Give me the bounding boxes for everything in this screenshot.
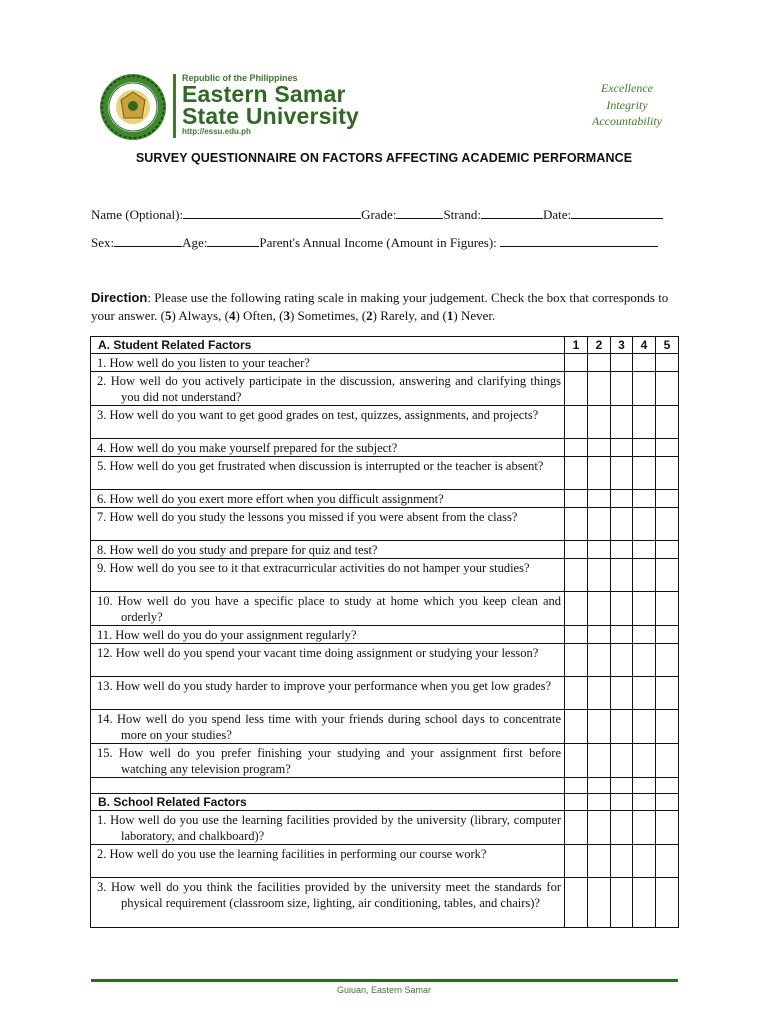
rating-box-1[interactable]	[565, 490, 588, 508]
section-a-question-9	[91, 559, 565, 592]
strand-label: Strand:	[443, 207, 481, 222]
question-text: 15. How well do you prefer finishing your studying and your assignment first before watching any television program?	[97, 746, 561, 776]
university-header	[98, 70, 678, 146]
rating-box-5[interactable]	[656, 457, 679, 490]
rating-box[interactable]	[633, 778, 656, 794]
scale-header-2: 2	[588, 337, 611, 354]
rating-box-3[interactable]	[611, 372, 633, 406]
rating-box-3[interactable]	[611, 644, 633, 677]
rating-box-3[interactable]	[611, 457, 633, 490]
rating-box-5[interactable]	[656, 559, 679, 592]
rating-box-4[interactable]	[633, 592, 656, 626]
section-a-header-row	[91, 337, 679, 354]
question-text: 9. How well do you see to it that extracurricular activities do not hamper your studies?	[97, 561, 530, 575]
rating-box-5[interactable]	[656, 677, 679, 710]
rating-box-5[interactable]	[656, 845, 679, 878]
rating-box-5[interactable]	[656, 710, 679, 744]
table-row	[91, 626, 679, 644]
section-a-question-5	[91, 457, 565, 490]
section-a-question-10	[91, 592, 565, 626]
rating-box-5[interactable]	[656, 354, 679, 372]
rating-box[interactable]	[611, 794, 633, 811]
rating-box-4[interactable]	[633, 744, 656, 778]
motto-integrity: Integrity	[606, 97, 648, 112]
grade-label: Grade:	[361, 207, 397, 222]
scale-3: 3	[283, 308, 290, 323]
table-row	[91, 811, 679, 845]
section-a-question-12	[91, 644, 565, 677]
section-a-question-8	[91, 541, 565, 559]
question-text: 3. How well do you think the facilities provided by the university meet the standards for physical requirement (classroom size, lighting, air conditioning, tables, and chairs)?	[97, 880, 561, 910]
direction-text	[91, 289, 681, 325]
rating-box-4[interactable]	[633, 845, 656, 878]
table-row	[91, 845, 679, 878]
table-row	[91, 644, 679, 677]
rating-box-1[interactable]	[565, 592, 588, 626]
table-row	[91, 457, 679, 490]
rating-box-3[interactable]	[611, 845, 633, 878]
page-title: SURVEY QUESTIONNAIRE ON FACTORS AFFECTING ACADEMIC PERFORMANCE	[135, 151, 633, 165]
rating-box-1[interactable]	[565, 372, 588, 406]
question-text: 11. How well do you do your assignment regularly?	[97, 628, 357, 642]
scale-2: 2	[366, 308, 373, 323]
date-field[interactable]	[571, 206, 663, 219]
rating-box-2[interactable]	[588, 354, 611, 372]
rating-box-4[interactable]	[633, 354, 656, 372]
table-row	[91, 406, 679, 439]
rating-box-2[interactable]	[588, 878, 611, 928]
rating-box-4[interactable]	[633, 490, 656, 508]
section-a-title: A. Student Related Factors	[91, 337, 565, 354]
rating-box-2[interactable]	[588, 541, 611, 559]
question-text: 2. How well do you use the learning facilities in performing our course work?	[97, 847, 487, 861]
rating-box-4[interactable]	[633, 626, 656, 644]
section-a-question-1	[91, 354, 565, 372]
table-row	[91, 878, 679, 928]
table-row	[91, 744, 679, 778]
strand-field[interactable]	[481, 206, 543, 219]
scale-5-text: ) Always, (	[171, 308, 229, 323]
republic-label: Republic of the Philippines	[182, 73, 298, 83]
rating-box-3[interactable]	[611, 626, 633, 644]
rating-box-2[interactable]	[588, 372, 611, 406]
scale-header-4: 4	[633, 337, 656, 354]
rating-box-2[interactable]	[588, 811, 611, 845]
date-label: Date:	[543, 207, 572, 222]
rating-box-2[interactable]	[588, 406, 611, 439]
university-name-block	[182, 73, 359, 137]
rating-box-3[interactable]	[611, 490, 633, 508]
rating-box-5[interactable]	[656, 744, 679, 778]
age-field[interactable]	[207, 234, 259, 247]
section-a-question-13	[91, 677, 565, 710]
section-a-question-15	[91, 744, 565, 778]
rating-box-3[interactable]	[611, 592, 633, 626]
rating-box-2[interactable]	[588, 439, 611, 457]
rating-box-2[interactable]	[588, 592, 611, 626]
rating-box[interactable]	[633, 794, 656, 811]
section-a-question-4	[91, 439, 565, 457]
scale-header-3: 3	[611, 337, 633, 354]
rating-box-1[interactable]	[565, 559, 588, 592]
rating-box-4[interactable]	[633, 372, 656, 406]
section-b-question-2	[91, 845, 565, 878]
motto-accountability: Accountability	[592, 114, 662, 128]
rating-box-4[interactable]	[633, 644, 656, 677]
question-text: 14. How well do you spend less time with your friends during school days to concentrate more on your studies?	[97, 712, 561, 742]
rating-box-1[interactable]	[565, 508, 588, 541]
question-text: 7. How well do you study the lessons you missed if you were absent from the class?	[97, 510, 518, 524]
rating-box-5[interactable]	[656, 541, 679, 559]
rating-box-4[interactable]	[633, 710, 656, 744]
rating-box-5[interactable]	[656, 490, 679, 508]
direction-label: Direction	[91, 290, 148, 305]
blank-cell	[91, 778, 565, 794]
question-text: 8. How well do you study and prepare for quiz and test?	[97, 543, 378, 557]
rating-box-4[interactable]	[633, 439, 656, 457]
rating-box-5[interactable]	[656, 878, 679, 928]
section-a-question-11	[91, 626, 565, 644]
question-text: 6. How well do you exert more effort when you difficult assignment?	[97, 492, 444, 506]
rating-box-1[interactable]	[565, 744, 588, 778]
rating-box-2[interactable]	[588, 457, 611, 490]
rating-box-4[interactable]	[633, 811, 656, 845]
scale-header-1: 1	[565, 337, 588, 354]
scale-5: 5	[165, 308, 172, 323]
rating-box-3[interactable]	[611, 677, 633, 710]
footer-location: Guiuan, Eastern Samar	[336, 985, 432, 995]
rating-box-1[interactable]	[565, 677, 588, 710]
section-b-title: B. School Related Factors	[91, 794, 565, 811]
income-label: Parent's Annual Income (Amount in Figures):	[259, 235, 497, 250]
rating-box-1[interactable]	[565, 644, 588, 677]
rating-box-2[interactable]	[588, 644, 611, 677]
question-text: 5. How well do you get frustrated when discussion is interrupted or the teacher is absent?	[97, 459, 544, 473]
rating-box-1[interactable]	[565, 878, 588, 928]
university-url: http://essu.edu.ph	[182, 127, 251, 136]
sex-label: Sex:	[91, 235, 115, 250]
brand-divider	[173, 74, 176, 138]
section-a-question-14	[91, 710, 565, 744]
rating-box-1[interactable]	[565, 457, 588, 490]
rating-box-2[interactable]	[588, 559, 611, 592]
rating-box-3[interactable]	[611, 811, 633, 845]
university-seal-icon	[98, 72, 168, 142]
section-a-question-3	[91, 406, 565, 439]
rating-box[interactable]	[565, 794, 588, 811]
rating-box-2[interactable]	[588, 677, 611, 710]
rating-box-2[interactable]	[588, 508, 611, 541]
rating-box[interactable]	[588, 794, 611, 811]
direction-body: : Please use the following rating scale in making your judgement. Check the box that corresponds to your answer. (	[91, 290, 669, 323]
question-text: 2. How well do you actively participate in the discussion, answering and clarifying things you did not understand?	[97, 374, 561, 404]
rating-box-1[interactable]	[565, 439, 588, 457]
table-row	[91, 490, 679, 508]
scale-4-text: ) Often, (	[235, 308, 284, 323]
rating-box-2[interactable]	[588, 490, 611, 508]
rating-box-2[interactable]	[588, 845, 611, 878]
scale-4: 4	[228, 308, 236, 323]
rating-box-3[interactable]	[611, 354, 633, 372]
rating-box-4[interactable]	[633, 508, 656, 541]
rating-box-1[interactable]	[565, 845, 588, 878]
name-field[interactable]	[183, 206, 361, 219]
rating-box-1[interactable]	[565, 541, 588, 559]
rating-box-3[interactable]	[611, 508, 633, 541]
rating-box-5[interactable]	[656, 626, 679, 644]
info-line-1	[91, 206, 663, 223]
rating-box-1[interactable]	[565, 626, 588, 644]
rating-box-5[interactable]	[656, 508, 679, 541]
question-text: 13. How well do you study harder to improve your performance when you get low grades?	[97, 679, 552, 693]
section-a-question-7	[91, 508, 565, 541]
university-name-line1: Eastern Samar	[182, 81, 346, 107]
rating-box-1[interactable]	[565, 710, 588, 744]
scale-1: 1	[446, 308, 454, 323]
rating-box-3[interactable]	[611, 406, 633, 439]
rating-box-5[interactable]	[656, 406, 679, 439]
rating-box-1[interactable]	[565, 354, 588, 372]
table-row	[91, 354, 679, 372]
rating-box-4[interactable]	[633, 406, 656, 439]
income-field[interactable]	[500, 234, 658, 247]
rating-box-3[interactable]	[611, 439, 633, 457]
rating-box-4[interactable]	[633, 541, 656, 559]
rating-box-3[interactable]	[611, 559, 633, 592]
university-motto	[592, 80, 662, 130]
scale-header-5: 5	[656, 337, 679, 354]
question-text: 1. How well do you listen to your teacher?	[97, 356, 310, 370]
scale-2-text: ) Rarely, and (	[372, 308, 447, 323]
rating-box-2[interactable]	[588, 710, 611, 744]
question-text: 12. How well do you spend your vacant time doing assignment or studying your lesson?	[97, 646, 539, 660]
rating-box-3[interactable]	[611, 878, 633, 928]
table-row	[91, 372, 679, 406]
university-name-line2: State University	[182, 103, 360, 129]
rating-box-1[interactable]	[565, 811, 588, 845]
question-text: 4. How well do you make yourself prepared for the subject?	[97, 441, 398, 455]
age-label: Age:	[182, 235, 208, 250]
scale-3-text: ) Sometimes, (	[289, 308, 367, 323]
info-line-2	[91, 234, 658, 251]
table-row	[91, 559, 679, 592]
table-row	[91, 677, 679, 710]
rating-box-1[interactable]	[565, 406, 588, 439]
rating-box-2[interactable]	[588, 744, 611, 778]
name-label: Name (Optional):	[91, 207, 184, 222]
rating-box-5[interactable]	[656, 372, 679, 406]
rating-box-2[interactable]	[588, 626, 611, 644]
sex-field[interactable]	[114, 234, 182, 247]
rating-box-4[interactable]	[633, 457, 656, 490]
rating-box-5[interactable]	[656, 592, 679, 626]
rating-box[interactable]	[588, 778, 611, 794]
section-a-question-2	[91, 372, 565, 406]
rating-box[interactable]	[565, 778, 588, 794]
section-b-question-3	[91, 878, 565, 928]
rating-box[interactable]	[611, 778, 633, 794]
question-text: 10. How well do you have a specific place to study at home which you keep clean and orderly?	[97, 594, 561, 624]
rating-box[interactable]	[656, 794, 679, 811]
rating-box[interactable]	[656, 778, 679, 794]
grade-field[interactable]	[396, 206, 443, 219]
rating-box-3[interactable]	[611, 710, 633, 744]
section-a-question-6	[91, 490, 565, 508]
table-row	[91, 508, 679, 541]
question-text: 3. How well do you want to get good grades on test, quizzes, assignments, and projects?	[97, 408, 539, 422]
rating-box-5[interactable]	[656, 644, 679, 677]
rating-box-4[interactable]	[633, 878, 656, 928]
motto-excellence: Excellence	[601, 81, 653, 95]
table-row	[91, 710, 679, 744]
blank-row	[91, 778, 679, 794]
rating-box-3[interactable]	[611, 541, 633, 559]
survey-table	[90, 336, 679, 928]
footer-divider	[91, 979, 678, 982]
table-row	[91, 439, 679, 457]
rating-box-5[interactable]	[656, 811, 679, 845]
rating-box-5[interactable]	[656, 439, 679, 457]
rating-box-4[interactable]	[633, 677, 656, 710]
question-text: 1. How well do you use the learning facilities provided by the university (library, computer laboratory, and chalkboard)?	[97, 813, 561, 843]
table-row	[91, 541, 679, 559]
section-b-header-row	[91, 794, 679, 811]
scale-1-text: ) Never.	[453, 308, 496, 323]
rating-box-4[interactable]	[633, 559, 656, 592]
table-row	[91, 592, 679, 626]
rating-box-3[interactable]	[611, 744, 633, 778]
section-b-question-1	[91, 811, 565, 845]
